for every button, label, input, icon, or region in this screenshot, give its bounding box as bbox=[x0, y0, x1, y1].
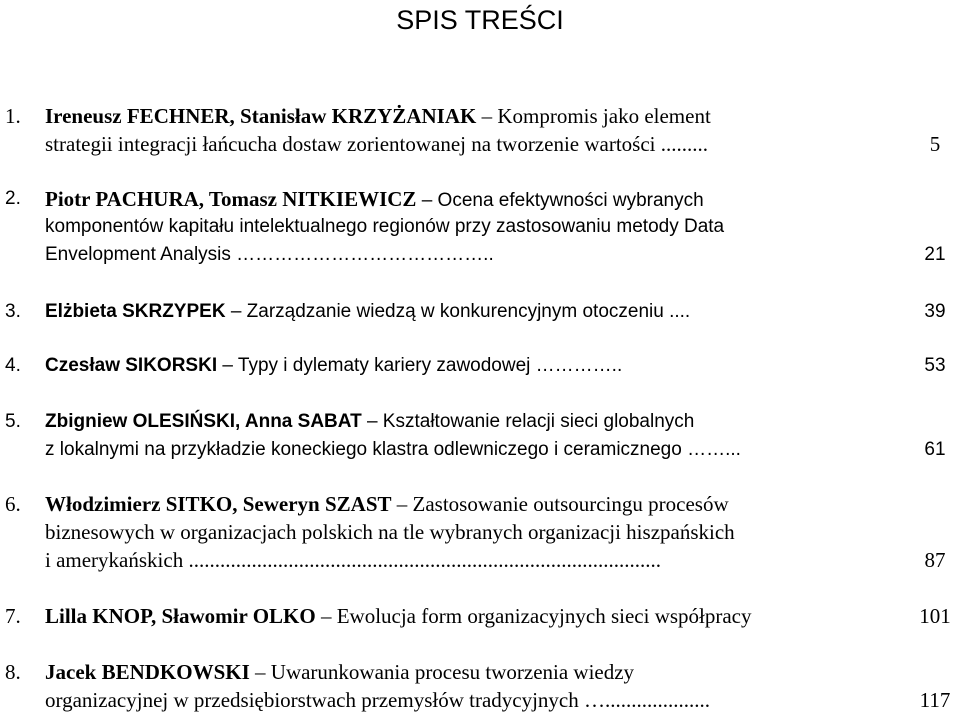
entry-author: Włodzimierz SITKO, Seweryn SZAST bbox=[45, 492, 392, 516]
entry-author: Jacek BENDKOWSKI bbox=[45, 660, 250, 684]
entry-line-2: biznesowych w organizacjach polskich na tle wybranych organizacji hiszpańskich bbox=[45, 520, 735, 544]
entry-line-2: strategii integracji łańcucha dostaw zorientowanej na tworzenie wartości ......... bbox=[45, 132, 708, 156]
entry-number: 3. bbox=[5, 301, 21, 322]
entry-line-1 bbox=[45, 298, 690, 326]
entry-page-number: 21 bbox=[924, 244, 946, 265]
entry-author: Zbigniew OLESIŃSKI, Anna SABAT bbox=[45, 411, 362, 432]
entry-title: – Ewolucja form organizacyjnych sieci współpracy bbox=[315, 604, 752, 628]
entry-page-number: 61 bbox=[924, 439, 946, 460]
entry-line-2: z lokalnymi na przykładzie koneckiego klastra odlewniczego i ceramicznego ……... bbox=[45, 439, 741, 460]
entry-page-number: 53 bbox=[924, 355, 946, 376]
entry-title: – Kompromis jako element bbox=[476, 104, 711, 128]
entry-line-1 bbox=[45, 408, 694, 436]
entry-line-3: i amerykańskich .......................................................................................... bbox=[45, 548, 661, 572]
entry-number: 8. bbox=[5, 660, 21, 684]
entry-number: 5. bbox=[5, 411, 21, 432]
entry-line-1 bbox=[45, 185, 704, 215]
entry-page-number: 5 bbox=[929, 132, 941, 156]
entry-title: – Zarządzanie wiedzą w konkurencyjnym otoczeniu .... bbox=[225, 301, 691, 322]
entry-line-1 bbox=[45, 490, 729, 518]
entry-title: – Zastosowanie outsourcingu procesów bbox=[391, 492, 729, 516]
entry-title: – Ocena efektywności wybranych bbox=[416, 190, 704, 211]
entry-number: 1. bbox=[5, 104, 21, 128]
entry-line-1 bbox=[45, 102, 711, 130]
entry-author: Czesław SIKORSKI bbox=[45, 355, 218, 376]
entry-number: 2. bbox=[5, 188, 21, 209]
entry-title: – Kształtowanie relacji sieci globalnych bbox=[361, 411, 695, 432]
entry-author: Piotr PACHURA, Tomasz NITKIEWICZ bbox=[45, 187, 417, 211]
entry-title: – Uwarunkowania procesu tworzenia wiedzy bbox=[249, 660, 635, 684]
entry-page-number: 39 bbox=[924, 301, 946, 322]
entry-page-number: 87 bbox=[924, 548, 946, 572]
entry-number: 6. bbox=[5, 492, 21, 516]
entry-number: 4. bbox=[5, 355, 21, 376]
entry-line-1 bbox=[45, 352, 622, 380]
entry-author: Elżbieta SKRZYPEK bbox=[45, 301, 226, 322]
entry-line-1 bbox=[45, 658, 634, 686]
entry-author: Ireneusz FECHNER, Stanisław KRZYŻANIAK bbox=[45, 104, 477, 128]
page-title: SPIS TREŚCI bbox=[396, 5, 564, 35]
entry-page-number: 101 bbox=[919, 604, 951, 628]
entry-line-1 bbox=[45, 602, 752, 630]
entry-author: Lilla KNOP, Sławomir OLKO bbox=[45, 604, 316, 628]
entry-number: 7. bbox=[5, 604, 21, 628]
entry-title: – Typy i dylematy kariery zawodowej ………….. bbox=[217, 355, 623, 376]
entry-page-number: 117 bbox=[919, 688, 951, 712]
entry-line-3: Envelopment Analysis ………………………………….. bbox=[45, 244, 494, 265]
entry-line-2: organizacyjnej w przedsiębiorstwach przemysłów tradycyjnych ….................... bbox=[45, 688, 711, 712]
entry-line-2: komponentów kapitału intelektualnego regionów przy zastosowaniu metody Data bbox=[45, 216, 725, 237]
